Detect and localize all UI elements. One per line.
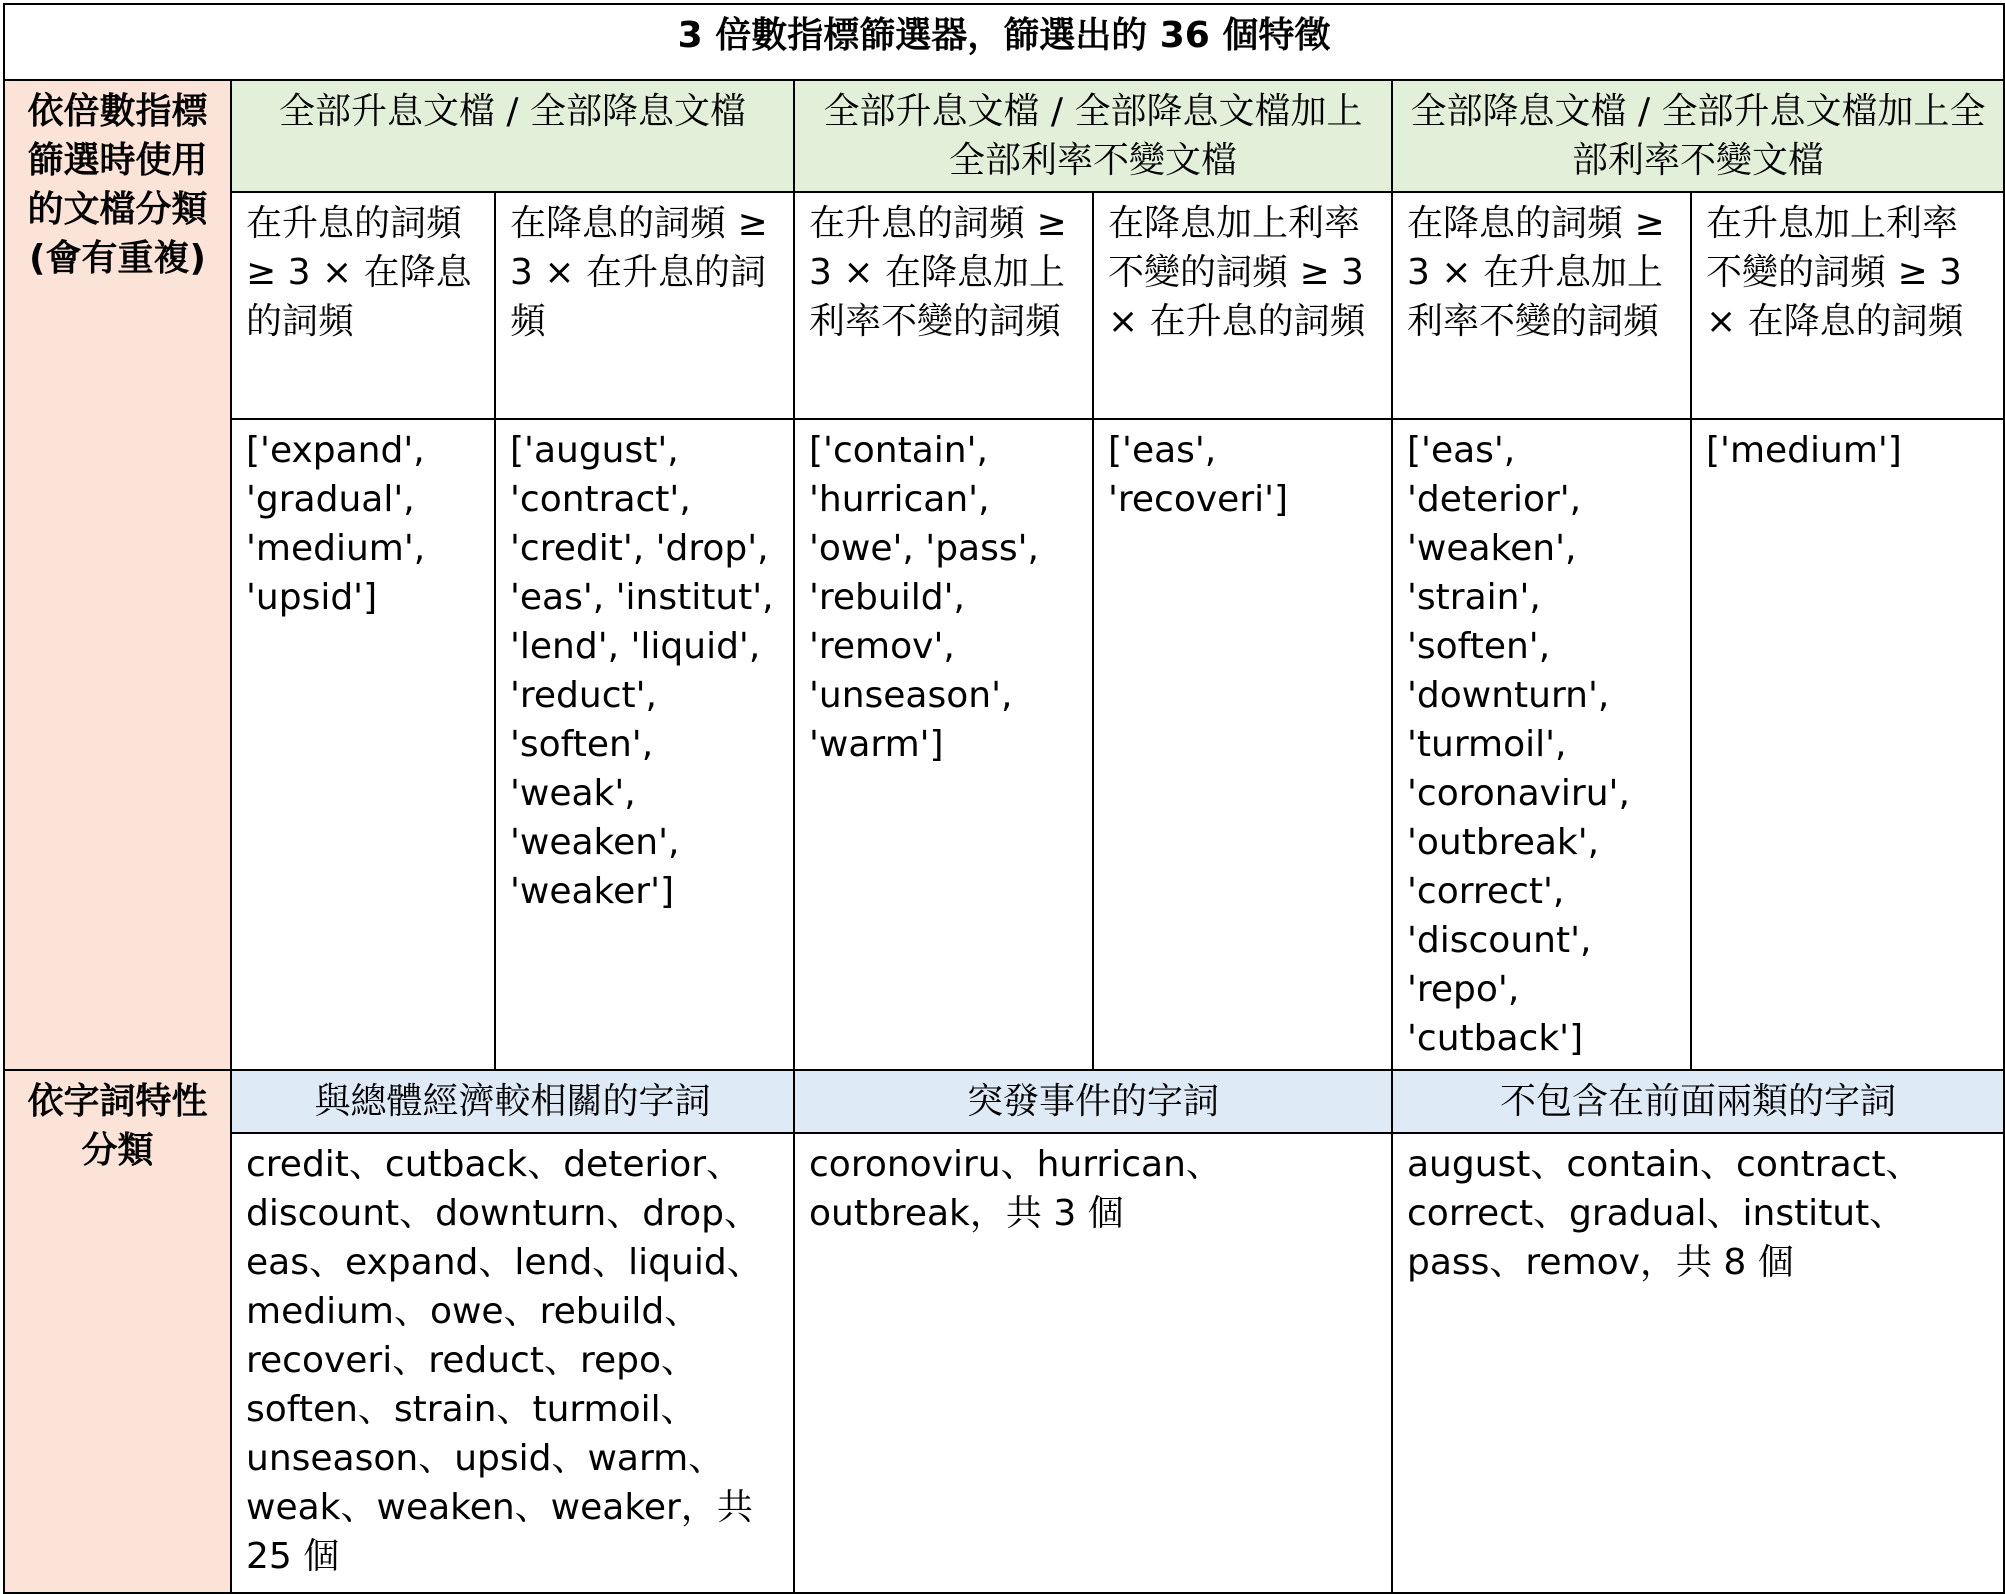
word-list-6: ['medium'] xyxy=(1691,419,2004,1070)
category-header-events: 突發事件的字詞 xyxy=(794,1070,1392,1133)
group-header-1: 全部升息文檔 / 全部降息文檔 xyxy=(231,80,794,192)
group-header-3: 全部降息文檔 / 全部升息文檔加上全部利率不變文檔 xyxy=(1392,80,2004,192)
category-header-other: 不包含在前面兩類的字詞 xyxy=(1392,1070,2004,1133)
criterion-5: 在降息的詞頻 ≥ 3 × 在升息加上利率不變的詞頻 xyxy=(1392,192,1691,419)
word-list-2: ['august', 'contract', 'credit', 'drop', 'eas', 'institut', 'lend', 'liquid', 'reduct', 'soften', 'weak', 'weaken', 'weaker'] xyxy=(495,419,794,1070)
table-title: 3 倍數指標篩選器，篩選出的 36 個特徵 xyxy=(4,4,2004,80)
category-header-macro: 與總體經濟較相關的字詞 xyxy=(231,1070,794,1133)
group-header-2: 全部升息文檔 / 全部降息文檔加上全部利率不變文檔 xyxy=(794,80,1392,192)
word-list-3: ['contain', 'hurrican', 'owe', 'pass', 'rebuild', 'remov', 'unseason', 'warm'] xyxy=(794,419,1093,1070)
word-list-1: ['expand', 'gradual', 'medium', 'upsid'] xyxy=(231,419,495,1070)
criterion-4: 在降息加上利率不變的詞頻 ≥ 3 × 在升息的詞頻 xyxy=(1093,192,1392,419)
row-header-doc-classification: 依倍數指標篩選時使用的文檔分類(會有重複) xyxy=(4,80,231,1070)
criterion-3: 在升息的詞頻 ≥ 3 × 在降息加上利率不變的詞頻 xyxy=(794,192,1093,419)
word-list-4: ['eas', 'recoveri'] xyxy=(1093,419,1392,1070)
category-words-other: august、contain、contract、correct、gradual、institut、pass、remov，共 8 個 xyxy=(1392,1133,2004,1593)
word-list-5: ['eas', 'deterior', 'weaken', 'strain', 'soften', 'downturn', 'turmoil', 'coronaviru', 'outbreak', 'correct', 'discount', 'repo', 'cutback'] xyxy=(1392,419,1691,1070)
criterion-2: 在降息的詞頻 ≥ 3 × 在升息的詞頻 xyxy=(495,192,794,419)
criterion-6: 在升息加上利率不變的詞頻 ≥ 3 × 在降息的詞頻 xyxy=(1691,192,2004,419)
category-words-events: coronoviru、hurrican、outbreak，共 3 個 xyxy=(794,1133,1392,1593)
criterion-1: 在升息的詞頻 ≥ 3 × 在降息的詞頻 xyxy=(231,192,495,419)
feature-table xyxy=(3,3,2005,1594)
row-header-word-classification: 依字詞特性分類 xyxy=(4,1070,231,1593)
category-words-macro: credit、cutback、deterior、discount、downturn、drop、eas、expand、lend、liquid、medium、owe、rebuild、recoveri、reduct、repo、soften、strain、turmoil、unseason、upsid、warm、weak、weaken、weaker，共 25 個 xyxy=(231,1133,794,1593)
